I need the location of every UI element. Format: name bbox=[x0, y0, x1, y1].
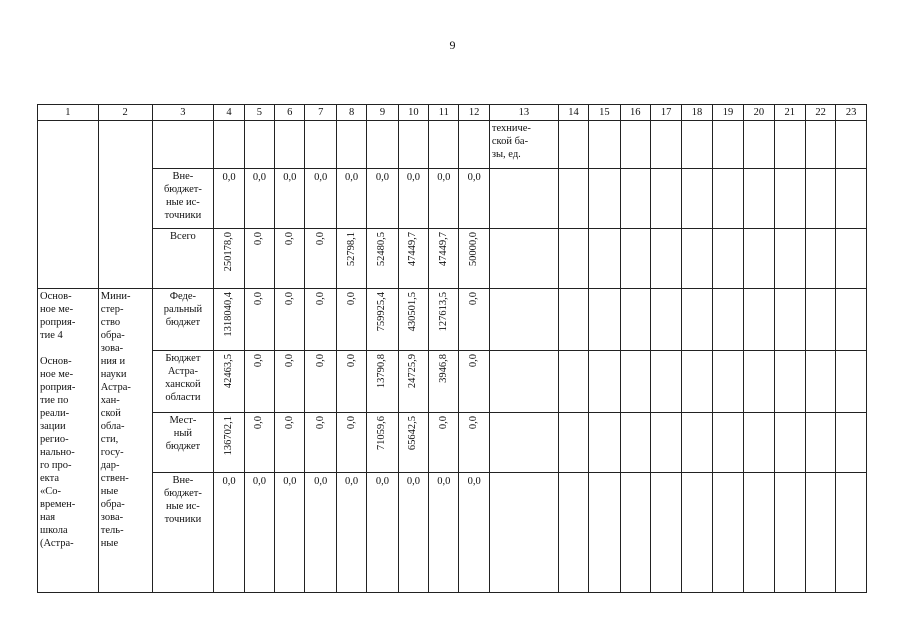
empty-cell-col-20 bbox=[744, 351, 774, 413]
value-cell bbox=[398, 473, 428, 593]
column-header bbox=[805, 105, 835, 121]
column-number: 2 bbox=[122, 107, 128, 118]
cell-text: 0,0 bbox=[314, 476, 328, 487]
cell-text: 0,0 bbox=[252, 476, 266, 487]
empty-cell-col-21 bbox=[774, 351, 805, 413]
empty-cell-col-14 bbox=[558, 229, 588, 289]
column-header bbox=[744, 105, 774, 121]
empty-cell-col-11 bbox=[429, 121, 459, 169]
cell-text: 127613,5 bbox=[437, 292, 449, 332]
extrabudgetary-label bbox=[152, 169, 214, 229]
empty-cell-col-20 bbox=[744, 289, 774, 351]
cell-text: 0,0 bbox=[468, 354, 480, 368]
column-number: 19 bbox=[722, 107, 734, 118]
value-cell bbox=[244, 413, 274, 473]
column-number: 7 bbox=[318, 107, 324, 118]
value-cell bbox=[336, 351, 366, 413]
cell-text: 1318040,4 bbox=[223, 292, 234, 337]
column-number: 20 bbox=[753, 107, 765, 118]
value-cell bbox=[336, 229, 366, 289]
value-cell bbox=[459, 169, 489, 229]
empty-cell-col-18 bbox=[682, 229, 712, 289]
cell-text: Вне- бюджет- ные ис- точники bbox=[163, 475, 202, 525]
empty-cell-col-14 bbox=[558, 351, 588, 413]
value-cell bbox=[336, 473, 366, 593]
table-row bbox=[38, 105, 867, 121]
column-header bbox=[682, 105, 712, 121]
table-row bbox=[38, 121, 867, 169]
value-cell bbox=[275, 413, 305, 473]
empty-cell-col-14 bbox=[558, 169, 588, 229]
column-number: 5 bbox=[256, 107, 263, 118]
column-number: 13 bbox=[518, 107, 530, 118]
cell-text: 47449,7 bbox=[407, 232, 419, 267]
cell-text: 0,0 bbox=[283, 476, 297, 487]
cell-text: 65642,5 bbox=[407, 416, 419, 451]
cell-text: 0,0 bbox=[406, 172, 420, 183]
empty-cell-col-9 bbox=[367, 121, 398, 169]
empty-cell-col-10 bbox=[398, 121, 428, 169]
cell-text: 0,0 bbox=[437, 172, 451, 183]
cell-text: 13790,8 bbox=[376, 354, 388, 389]
value-cell bbox=[367, 229, 398, 289]
empty-cell-col-22 bbox=[805, 351, 835, 413]
value-cell bbox=[275, 229, 305, 289]
column-number: 10 bbox=[408, 107, 419, 118]
empty-cell-col-15 bbox=[589, 229, 620, 289]
value-cell bbox=[275, 289, 305, 351]
cell-text: 0,0 bbox=[253, 354, 265, 368]
cell-text: 0,0 bbox=[283, 292, 295, 306]
cell-text: Вне- бюджет- ные ис- точники bbox=[163, 171, 202, 221]
column-number: 8 bbox=[348, 107, 355, 118]
column-number: 23 bbox=[845, 107, 857, 118]
column-number: 18 bbox=[691, 107, 703, 118]
value-cell bbox=[305, 413, 336, 473]
empty-cell-col-7 bbox=[305, 121, 336, 169]
empty-cell-col-15 bbox=[589, 169, 620, 229]
value-cell bbox=[367, 169, 398, 229]
empty-cell-col-23 bbox=[836, 169, 867, 229]
empty-cell-col-18 bbox=[682, 169, 712, 229]
cell-text: 52480,5 bbox=[376, 232, 388, 267]
column-number: 6 bbox=[287, 107, 293, 118]
value-cell bbox=[367, 351, 398, 413]
empty-cell-col-13 bbox=[489, 413, 558, 473]
empty-cell-col-21 bbox=[774, 169, 805, 229]
empty-cell-col-18 bbox=[682, 121, 712, 169]
value-cell bbox=[214, 289, 244, 351]
page-number: 9 bbox=[449, 38, 456, 52]
value-cell bbox=[429, 351, 459, 413]
value-cell bbox=[244, 351, 274, 413]
column-header bbox=[38, 105, 99, 121]
cell-text: 0,0 bbox=[314, 232, 326, 246]
value-cell bbox=[367, 289, 398, 351]
empty-cell-col-22 bbox=[805, 169, 835, 229]
empty-cell-col-20 bbox=[744, 473, 774, 593]
column-header bbox=[98, 105, 152, 121]
empty-cell-col-19 bbox=[712, 229, 743, 289]
column-number: 16 bbox=[630, 107, 641, 118]
column-number: 1 bbox=[65, 107, 71, 118]
value-cell bbox=[459, 351, 489, 413]
cell-text: 3946,8 bbox=[437, 354, 449, 383]
cell-text: Основ- ное ме- роприя- тие 4 Основ- ное ме- роприя- тие по реали- зации регио- нально- го про- екта «Со- времен- ная школа (Астра- bbox=[40, 291, 76, 549]
cell-text: 0,0 bbox=[375, 476, 390, 487]
value-cell bbox=[275, 351, 305, 413]
cell-text: 136702,1 bbox=[223, 416, 234, 456]
cell-text: Бюджет Астра- ханской области bbox=[165, 353, 201, 403]
empty-cell-col-16 bbox=[620, 351, 650, 413]
value-cell bbox=[336, 289, 366, 351]
empty-cell-col-13 bbox=[489, 169, 558, 229]
column-header bbox=[244, 105, 274, 121]
value-cell bbox=[214, 351, 244, 413]
value-cell bbox=[214, 413, 244, 473]
empty-cell-col-22 bbox=[805, 413, 835, 473]
empty-cell-col-23 bbox=[836, 229, 867, 289]
value-cell bbox=[275, 169, 305, 229]
value-cell bbox=[367, 473, 398, 593]
cell-text: Мини- стер- ство обра- зова- ния и науки Астра- хан- ской обла- сти, госу- дар- ствен- ные обра- зова- тель- ные bbox=[100, 291, 131, 549]
cell-text: 0,0 bbox=[222, 172, 236, 183]
value-cell bbox=[244, 169, 274, 229]
empty-cell-col-15 bbox=[589, 121, 620, 169]
funding-source-label bbox=[152, 413, 214, 473]
empty-cell-col-17 bbox=[650, 351, 681, 413]
empty-cell-col-14 bbox=[558, 473, 588, 593]
column-number: 9 bbox=[379, 107, 386, 118]
empty-cell-col-14 bbox=[558, 121, 588, 169]
cell-text: 52798,1 bbox=[345, 232, 357, 267]
value-cell bbox=[214, 229, 244, 289]
empty-cell-col-15 bbox=[589, 413, 620, 473]
empty-cell-col-23 bbox=[836, 289, 867, 351]
column-header bbox=[152, 105, 214, 121]
cell-text: 0,0 bbox=[253, 292, 265, 306]
cell-text: 0,0 bbox=[468, 292, 480, 306]
cell-text: 0,0 bbox=[345, 476, 359, 487]
cell-text: 24725,9 bbox=[407, 354, 419, 389]
empty-cell-col-13 bbox=[489, 351, 558, 413]
value-cell bbox=[305, 473, 336, 593]
column-header bbox=[650, 105, 681, 121]
empty-cell-col-22 bbox=[805, 121, 835, 169]
cell-text: 0,0 bbox=[468, 416, 480, 430]
column-header bbox=[489, 105, 558, 121]
empty-cell-col-8 bbox=[336, 121, 366, 169]
empty-cell-col-16 bbox=[620, 289, 650, 351]
value-cell bbox=[459, 473, 489, 593]
value-cell bbox=[459, 229, 489, 289]
empty-cell-col-13 bbox=[489, 289, 558, 351]
column-header bbox=[398, 105, 428, 121]
value-cell bbox=[305, 289, 336, 351]
cell-text: 0,0 bbox=[314, 292, 326, 306]
column-number: 21 bbox=[784, 107, 795, 118]
cell-text: 42463,5 bbox=[223, 354, 234, 389]
cell-text: Феде- ральный бюджет bbox=[163, 291, 203, 328]
empty-cell-col-6 bbox=[275, 121, 305, 169]
empty-cell-col-16 bbox=[620, 121, 650, 169]
column-number: 11 bbox=[438, 107, 449, 118]
empty-cell-col-13 bbox=[489, 473, 558, 593]
empty-cell-col-23 bbox=[836, 121, 867, 169]
cell-text: 0,0 bbox=[375, 172, 390, 183]
cell-text: 0,0 bbox=[406, 476, 420, 487]
activity-cell bbox=[38, 289, 99, 593]
empty-cell-col-23 bbox=[836, 473, 867, 593]
empty-cell-col-16 bbox=[620, 169, 650, 229]
funding-source-label bbox=[152, 351, 214, 413]
empty-cell-col-19 bbox=[712, 473, 743, 593]
executor-cell bbox=[98, 289, 152, 593]
cell-text: 0,0 bbox=[283, 232, 295, 246]
empty-cell-col-5 bbox=[244, 121, 274, 169]
value-cell bbox=[398, 351, 428, 413]
table-row bbox=[38, 229, 867, 289]
empty-cell-col-3 bbox=[152, 121, 214, 169]
empty-cell-col-19 bbox=[712, 169, 743, 229]
column-number: 22 bbox=[815, 107, 826, 118]
value-cell bbox=[398, 169, 428, 229]
column-header bbox=[459, 105, 489, 121]
activity-cell-top bbox=[38, 121, 99, 289]
cell-text: 0,0 bbox=[252, 172, 266, 183]
value-cell bbox=[398, 229, 428, 289]
cell-text: 71059,6 bbox=[376, 416, 388, 451]
empty-cell-col-18 bbox=[682, 289, 712, 351]
column-header bbox=[836, 105, 867, 121]
budget-table bbox=[37, 104, 867, 593]
empty-cell-col-18 bbox=[682, 413, 712, 473]
value-cell bbox=[459, 413, 489, 473]
column-number: 12 bbox=[468, 107, 480, 118]
column-number: 4 bbox=[226, 107, 232, 118]
value-cell bbox=[305, 229, 336, 289]
table-row bbox=[38, 169, 867, 229]
empty-cell-col-19 bbox=[712, 121, 743, 169]
cell-text: 0,0 bbox=[314, 172, 328, 183]
value-cell bbox=[244, 229, 274, 289]
column-number: 15 bbox=[599, 107, 610, 118]
column-header bbox=[214, 105, 244, 121]
column-header bbox=[558, 105, 588, 121]
empty-cell-col-21 bbox=[774, 289, 805, 351]
table-row bbox=[38, 351, 867, 413]
column-header bbox=[305, 105, 336, 121]
empty-cell-col-15 bbox=[589, 289, 620, 351]
cell-text: 0,0 bbox=[345, 416, 357, 430]
empty-cell-col-13 bbox=[489, 229, 558, 289]
empty-cell-col-23 bbox=[836, 351, 867, 413]
cell-text: 0,0 bbox=[467, 172, 481, 183]
empty-cell-col-19 bbox=[712, 289, 743, 351]
value-cell bbox=[244, 473, 274, 593]
cell-text: 0,0 bbox=[253, 232, 265, 246]
empty-cell-col-15 bbox=[589, 351, 620, 413]
empty-cell-col-17 bbox=[650, 169, 681, 229]
empty-cell-col-20 bbox=[744, 229, 774, 289]
empty-cell-col-17 bbox=[650, 413, 681, 473]
empty-cell-col-21 bbox=[774, 413, 805, 473]
cell-text: 0,0 bbox=[253, 416, 265, 430]
cell-text: 759925,4 bbox=[376, 292, 388, 332]
table-row bbox=[38, 289, 867, 351]
cell-text: техниче- ской ба- зы, ед. bbox=[491, 123, 531, 160]
cell-text: 0,0 bbox=[437, 416, 449, 430]
funding-source-label bbox=[152, 289, 214, 351]
value-cell bbox=[336, 413, 366, 473]
value-cell bbox=[367, 413, 398, 473]
column-header bbox=[336, 105, 366, 121]
empty-cell-col-20 bbox=[744, 413, 774, 473]
value-cell bbox=[429, 229, 459, 289]
cell-text: 0,0 bbox=[314, 354, 326, 368]
table-row bbox=[38, 413, 867, 473]
cell-text: 0,0 bbox=[437, 476, 451, 487]
empty-cell-col-23 bbox=[836, 413, 867, 473]
column-number: 3 bbox=[180, 107, 186, 118]
empty-cell-col-20 bbox=[744, 169, 774, 229]
cell-text: 0,0 bbox=[283, 416, 295, 430]
total-label bbox=[152, 229, 214, 289]
cell-text: 250178,0 bbox=[223, 232, 234, 272]
empty-cell-col-4 bbox=[214, 121, 244, 169]
empty-cell-col-20 bbox=[744, 121, 774, 169]
value-cell bbox=[336, 169, 366, 229]
empty-cell-col-19 bbox=[712, 413, 743, 473]
value-cell bbox=[429, 289, 459, 351]
extrabudgetary-label bbox=[152, 473, 214, 593]
value-cell bbox=[459, 289, 489, 351]
empty-cell-col-21 bbox=[774, 473, 805, 593]
cell-text: Всего bbox=[170, 231, 196, 242]
cell-text: 0,0 bbox=[345, 172, 359, 183]
executor-cell-top bbox=[98, 121, 152, 289]
empty-cell-col-22 bbox=[805, 473, 835, 593]
column-number: 14 bbox=[568, 107, 579, 118]
cell-text: 0,0 bbox=[283, 354, 295, 368]
empty-cell-col-15 bbox=[589, 473, 620, 593]
empty-cell-col-12 bbox=[459, 121, 489, 169]
empty-cell-col-16 bbox=[620, 473, 650, 593]
cell-text: Мест- ный бюджет bbox=[165, 415, 201, 452]
empty-cell-col-21 bbox=[774, 229, 805, 289]
empty-cell-col-14 bbox=[558, 289, 588, 351]
value-cell bbox=[398, 289, 428, 351]
empty-cell-col-17 bbox=[650, 229, 681, 289]
cell-text: 0,0 bbox=[222, 476, 236, 487]
cell-text: 430501,5 bbox=[407, 292, 419, 332]
empty-cell-col-17 bbox=[650, 289, 681, 351]
cell-text: 47449,7 bbox=[437, 232, 449, 267]
column-header bbox=[712, 105, 743, 121]
value-cell bbox=[244, 289, 274, 351]
value-cell bbox=[275, 473, 305, 593]
empty-cell-col-21 bbox=[774, 121, 805, 169]
cell-text: 0,0 bbox=[467, 476, 481, 487]
cell-text: 0,0 bbox=[345, 292, 357, 306]
column-header bbox=[367, 105, 398, 121]
cell-text: 0,0 bbox=[314, 416, 326, 430]
value-cell bbox=[305, 169, 336, 229]
indicator-cell bbox=[489, 121, 558, 169]
cell-text: 50000,0 bbox=[468, 232, 480, 267]
value-cell bbox=[429, 169, 459, 229]
empty-cell-col-18 bbox=[682, 351, 712, 413]
empty-cell-col-22 bbox=[805, 229, 835, 289]
column-header bbox=[275, 105, 305, 121]
empty-cell-col-18 bbox=[682, 473, 712, 593]
empty-cell-col-22 bbox=[805, 289, 835, 351]
table-row bbox=[38, 473, 867, 593]
column-header bbox=[429, 105, 459, 121]
value-cell bbox=[429, 473, 459, 593]
value-cell bbox=[398, 413, 428, 473]
empty-cell-col-17 bbox=[650, 121, 681, 169]
column-header bbox=[589, 105, 620, 121]
cell-text: 0,0 bbox=[283, 172, 297, 183]
cell-text: 0,0 bbox=[345, 354, 357, 368]
empty-cell-col-14 bbox=[558, 413, 588, 473]
empty-cell-col-16 bbox=[620, 413, 650, 473]
column-header bbox=[620, 105, 650, 121]
empty-cell-col-19 bbox=[712, 351, 743, 413]
empty-cell-col-17 bbox=[650, 473, 681, 593]
empty-cell-col-16 bbox=[620, 229, 650, 289]
column-header bbox=[774, 105, 805, 121]
value-cell bbox=[214, 169, 244, 229]
column-number: 17 bbox=[660, 107, 672, 118]
value-cell bbox=[214, 473, 244, 593]
value-cell bbox=[305, 351, 336, 413]
value-cell bbox=[429, 413, 459, 473]
